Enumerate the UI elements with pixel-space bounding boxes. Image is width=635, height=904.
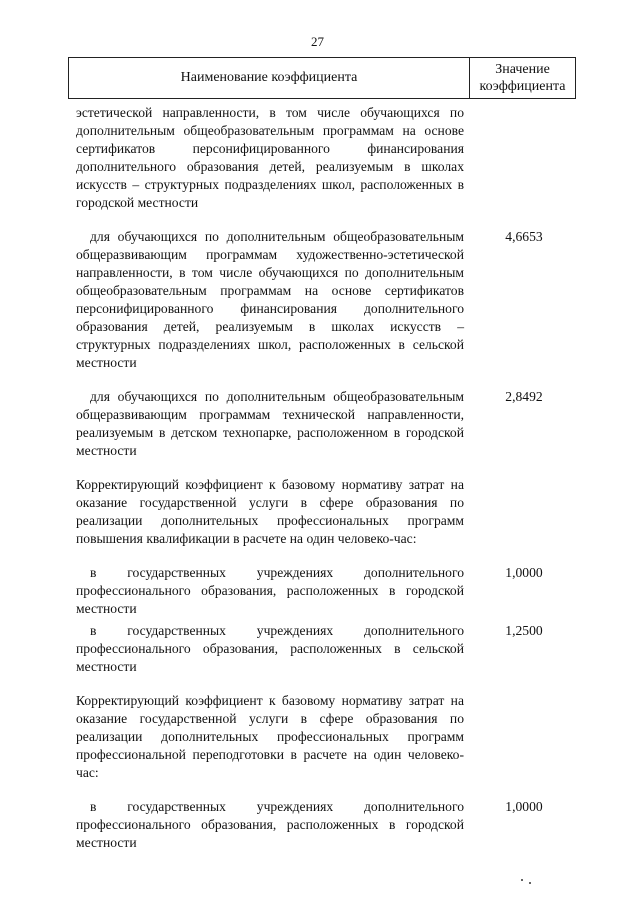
page-number: 27: [311, 34, 324, 49]
row-value: 1,0000: [505, 565, 543, 580]
scan-speck: [521, 879, 523, 881]
table-row: [76, 798, 576, 852]
header-value-line1: Значение: [495, 62, 550, 77]
table-row: [76, 104, 576, 212]
row-description: для обучающихся по дополнительным общеобразовательным общеразвивающим программам технической направленности, реализуемым в детском технопарке, расположенном в городской местности: [76, 389, 464, 458]
row-description: для обучающихся по дополнительным общеобразовательным общеразвивающим программам художественно-эстетической направленности, в том числе обучающихся по дополнительным общеобразовательным программам на основе сертификатов персонифицированного финансирования дополнительного образования детей, реализуемым в школах искусств – структурных подразделениях школ, расположенных в сельской местности: [76, 229, 464, 370]
table-header: [68, 57, 576, 99]
row-description: Корректирующий коэффициент к базовому нормативу затрат на оказание государственной услуги в сфере образования по реализации дополнительных профессиональных программ профессиональной переподготовки в расчете на один человеко-час:: [76, 693, 464, 780]
row-value: [464, 476, 576, 548]
table-row: [76, 692, 576, 782]
row-value: [464, 104, 576, 212]
row-description: Корректирующий коэффициент к базовому нормативу затрат на оказание государственной услуги в сфере образования по реализации дополнительных профессиональных программ повышения квалификации в расчете на один человеко-час:: [76, 477, 464, 546]
table-row: [76, 622, 576, 676]
header-value-column: [470, 58, 575, 98]
row-value: 4,6653: [505, 229, 543, 244]
row-value: [464, 692, 576, 782]
row-description: эстетической направленности, в том числе обучающихся по дополнительным общеобразовательным программам на основе сертификатов персонифицированного финансирования дополнительного образования детей, реализуемым в школах искусств – структурных подразделениях школ, расположенных в городской местности: [76, 105, 464, 210]
scan-speck: [529, 882, 531, 884]
header-name-column: Наименование коэффициента: [69, 58, 470, 98]
table-row: [76, 564, 576, 618]
header-value-line2: коэффициента: [479, 79, 566, 94]
table-row: [76, 476, 576, 548]
row-value: 1,0000: [505, 799, 543, 814]
coefficient-table-body: [76, 104, 576, 852]
row-description: в государственных учреждениях дополнительного профессионального образования, расположенных в городской местности: [76, 565, 464, 616]
table-row: [76, 388, 576, 460]
table-row: [76, 228, 576, 372]
row-value: 2,8492: [505, 389, 543, 404]
row-description: в государственных учреждениях дополнительного профессионального образования, расположенных в городской местности: [76, 799, 464, 850]
row-description: в государственных учреждениях дополнительного профессионального образования, расположенных в сельской местности: [76, 623, 464, 674]
row-value: 1,2500: [505, 623, 543, 638]
